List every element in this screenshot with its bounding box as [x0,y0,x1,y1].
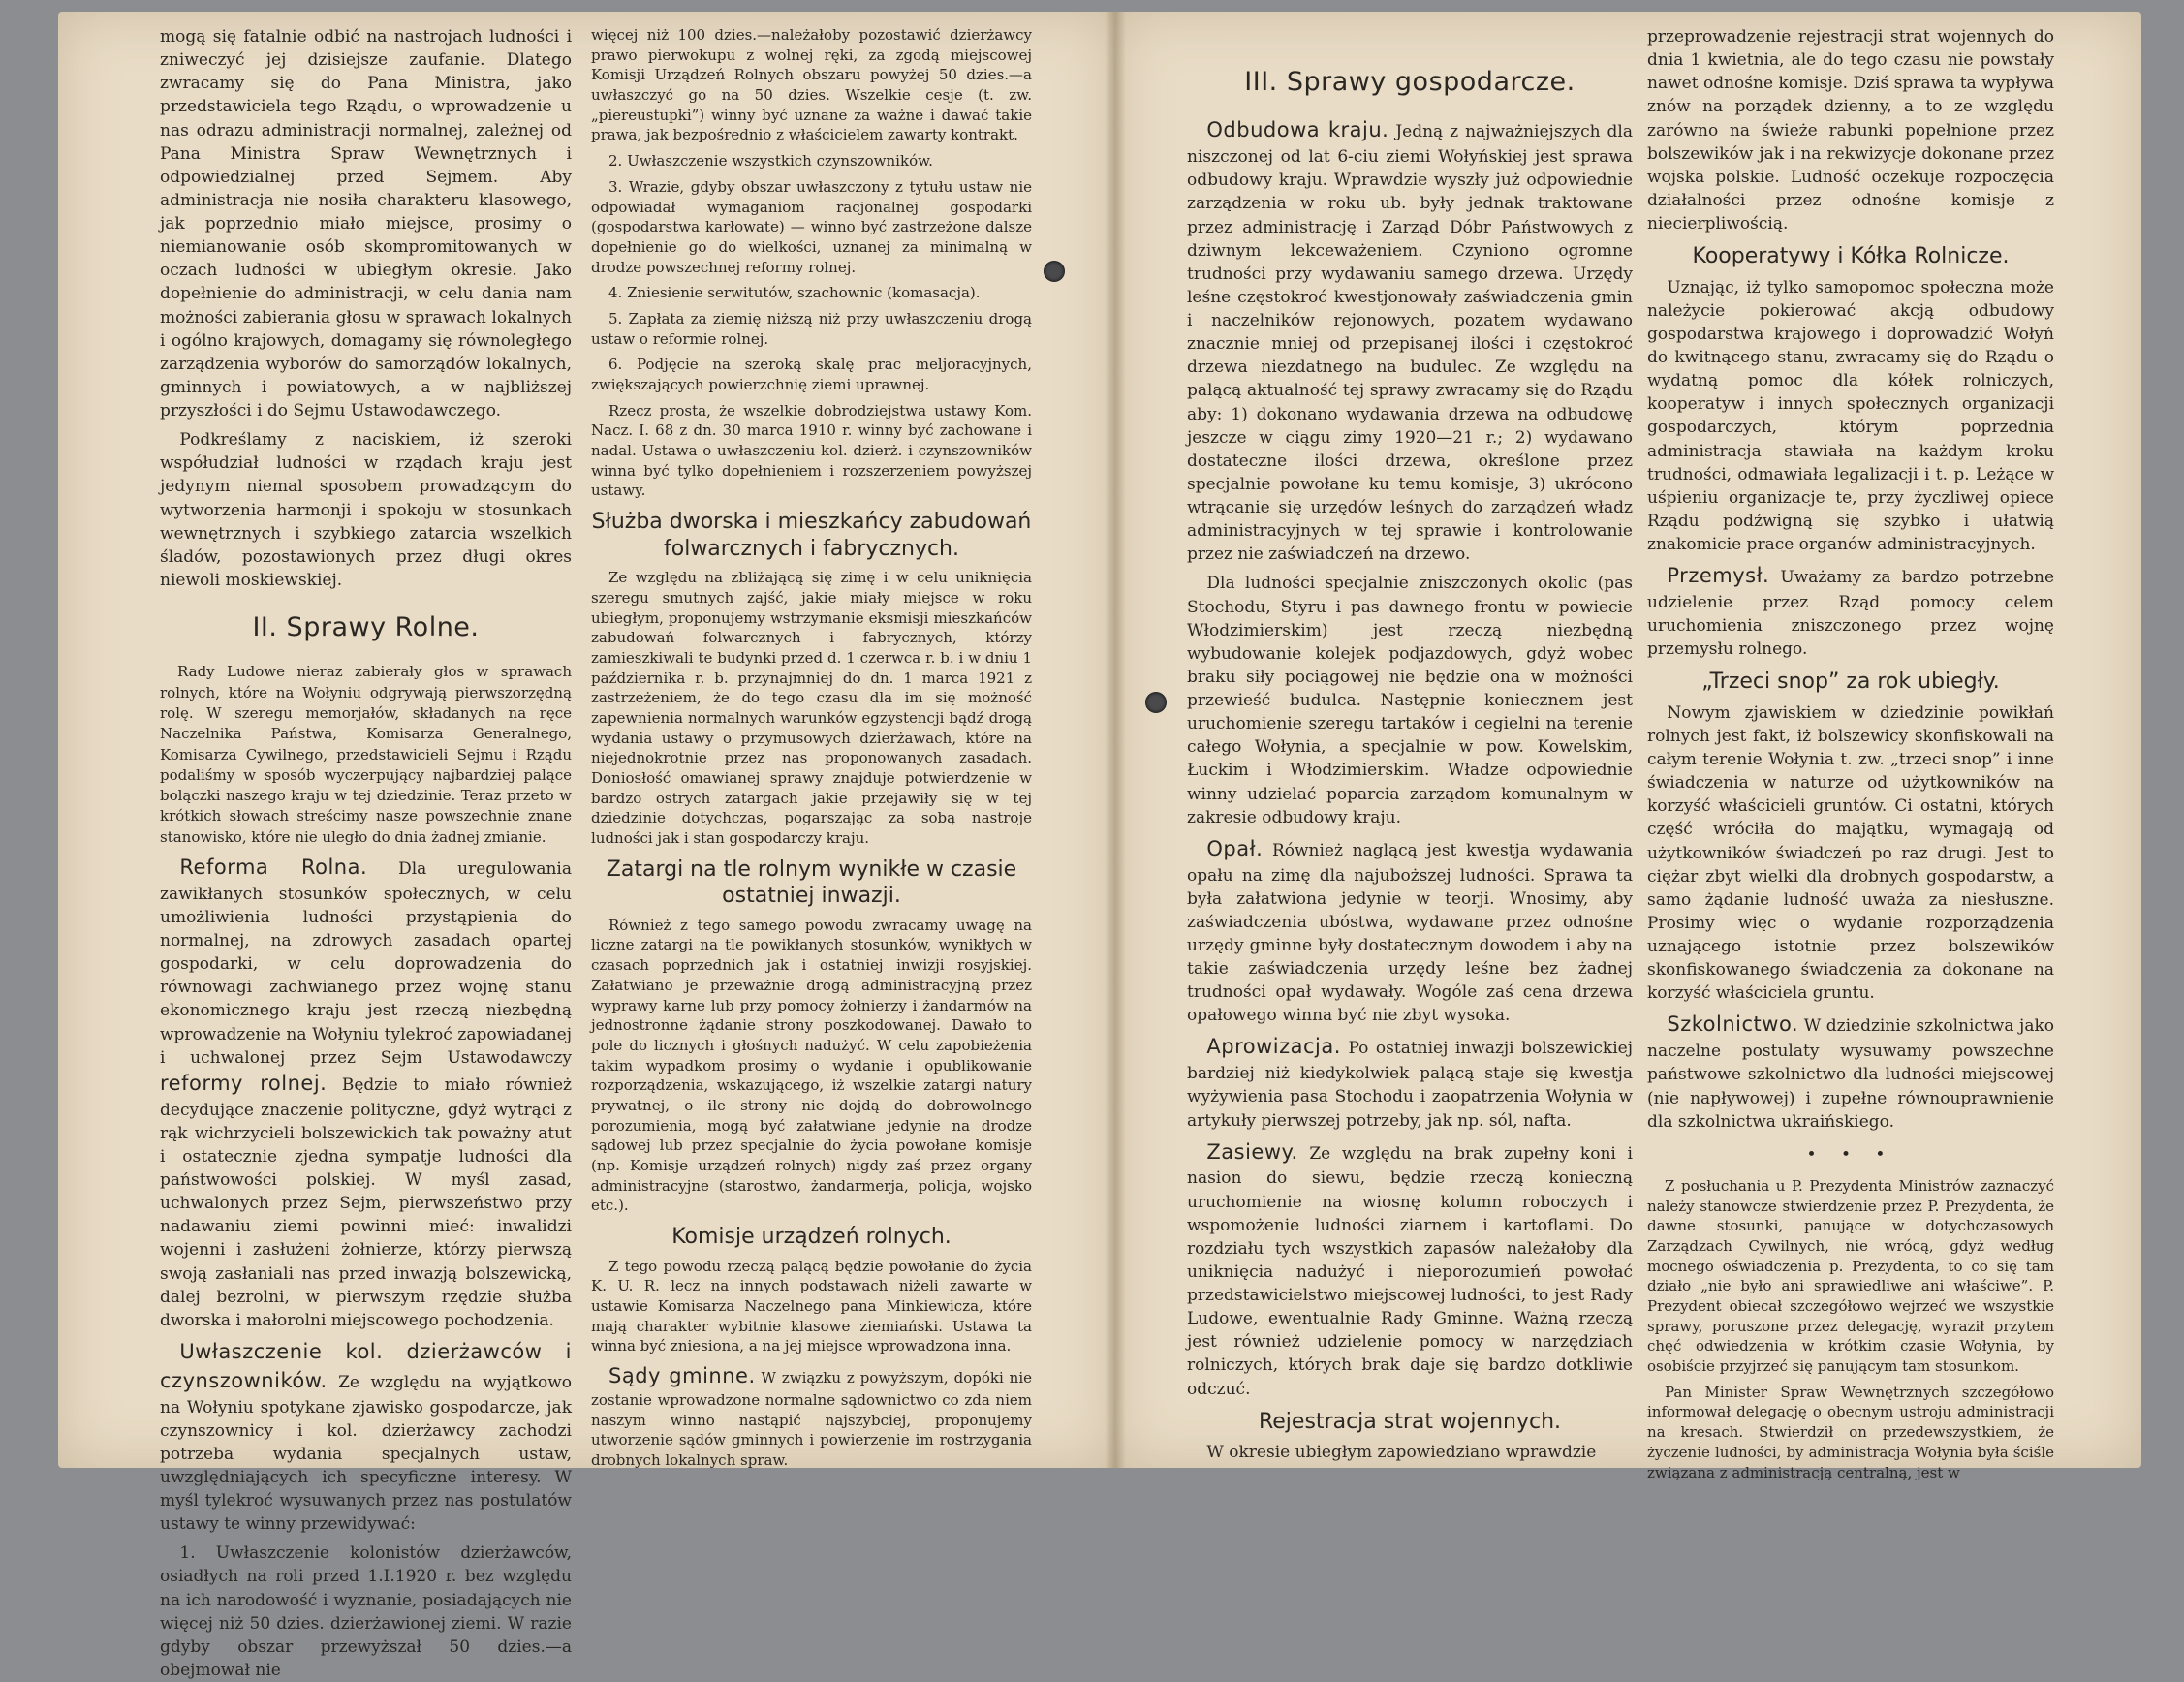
paragraph-text: Będzie to miało również decydujące znaczenie polityczne, gdyż wytrąci z rąk wichrzycieli bolszewickich tak poważny atut i ostatecznie zjedna sympatje ludności dla państwowości polskiej. W myśl zasad, uchwalonych przez Sejm, pierwszeństwo przy nadawaniu ziemi powinni mieć: inwalidzi wojenni i zasłużeni żołnierze, którzy pierwszą swoją zasłaniali nas przed inwazją bolszewicką, dalej bezrolni, w pierwszym rzędzie służba dworska i małorolni miejscowego pochodzenia. [160,1075,573,1330]
separator-dots: • • • [1806,1144,1895,1165]
paragraph-uwlaszczenie [160,1338,572,1536]
section-title-sprawy-gospodarcze: III. Sprawy gospodarcze. [1244,67,1576,97]
paragraph: mogą się fatalnie odbić na nastrojach ludności i zniweczyć jej dzisiejsze zaufanie. Dlatego zwracamy się do Pana Ministra, jako przedstawiciela tego Rządu, o wprowadzenie u nas odrazu administracji normalnej, zależnej od Pana Ministra Spraw Wewnętrznych i odpowiedzialnej przed Sejmem. Aby administracja nie nosiła charakteru klasowego, jak poprzednio miało miejsce, prosimy o niemianowanie osób skompromitowanych w oczach ludności w ubiegłym okresie. Jako dopełnienie do administracji, w celu dania nam możności zabierania głosu w sprawach lokalnych i ogólno krajowych, domagamy się równoległego zarządzenia wyborów do samorządów lokalnych, gminnych i powiatowych, a w najbliższej przyszłości i do Sejmu Ustawodawczego. [160,27,572,420]
paragraph: Rzecz prosta, że wszelkie dobrodziejstwa ustawy Kom. Nacz. I. 68 z dn. 30 marca 1910 r. winny być zachowane i nadal. Ustawa o uwłaszczeniu kol. dzierż. i czynszowników winna być tylko dopełnieniem i rozszerzeniem powyższej ustawy. [591,401,1032,500]
column-2 [591,25,1032,1470]
subheading-trzeci-snop: „Trzeci snop” za rok ubiegły. [1701,670,2000,695]
subheading-uwlaszczenie: Uwłaszczenie kol. dzierżawców i czynszowników. [160,1339,572,1392]
paragraph: Z posłuchania u P. Prezydenta Ministrów zaznaczyć należy stanowcze stwierdzenie przez P. Prezydenta, że dawne stosunki, panujące w dotychczasowych Zarządzach Cywilnych, nie wrócą, gdyż według mocnego oświadczenia p. Prezydenta, to co się tam działo „nie było ani sprawiedliwe ani właściwe”. P. Prezydent obiecał szczegółowo wejrzeć we wszystkie sprawy, poruszone przez delegację, wyraził przytem chęć odwiedzenia w krótkim czasie Wołynia, by osobiście przyjrzeć się panującym tam stosunkom. [1647,1176,2054,1376]
subheading-zatargi: Zatargi na tle rolnym wynikłe w czasie ostatniej inwazji. [606,857,1017,909]
paragraph-text: Dla uregulowania zawikłanych stosunków społecznych, w celu umożliwienia ludności przystąpienia do normalnej, na zdrowych zasadach opartej gospodarki, w celu doprowadzenia do równowagi zachwianego przez wojnę stanu ekonomicznego kraju jest rzeczą niezbędną wprowadzenie na Wołyniu tylekroć zapowiadanej i uchwalonej przez Sejm Ustawodawczy [160,859,573,1068]
paragraph: 4. Zniesienie serwitutów, szachownic (komasacja). [608,284,981,302]
paragraph-text: Uważamy za bardzo potrzebne udzielenie przez Rząd pomocy celem uruchomienia zniszczonego przez wojnę przemysłu rolnego. [1647,568,2055,660]
subheading-aprowizacja: Aprowizacja. [1206,1035,1341,1059]
subheading-odbudowa-kraju: Odbudowa kraju. [1206,118,1389,142]
subheading-reforma-rolna: Reforma Rolna. [179,856,368,879]
paragraph-text: W dziedzinie szkolnictwa jako naczelne postulaty wysuwamy powszechne państwowe szkolnictwo dla ludności miejscowej (nie napływowej) i zupełne równouprawnienie dla szkolnictwa ukraińskiego. [1647,1016,2055,1132]
paragraph-text: W związku z powyższym, dopóki nie zostanie wprowadzone normalne sądownictwo co zda niem naszym winno nastąpić najszybciej, proponujemy utworzenie sądów gminnych i powierzenie im rostrzygania drobnych lokalnych spraw. [591,1369,1032,1470]
subheading-rejestracja: Rejestracja strat wojennych. [1258,1409,1562,1434]
column-3 [1187,25,1634,1463]
paragraph-aprowizacja [1187,1033,1633,1132]
subheading-sady-gminne: Sądy gminne. [608,1364,756,1387]
paragraph: 3. Wrazie, gdyby obszar uwłaszczony z tytułu ustaw nie odpowiadał wymaganiom racjonalnej gospodarki (gospodarstwa karłowate) — winno być zastrzeżone dalsze dopełnienie go do wielkości, uznanej za minimalną w drodze powszechnej reformy rolnej. [591,177,1032,276]
paragraph: 2. Uwłaszczenie wszystkich czynszowników. [608,152,933,171]
subheading-zasiewy: Zasiewy. [1206,1139,1298,1164]
paragraph-text: Ze względu na brak zupełny koni i nasion do siewu, będzie rzeczą konieczną uruchomienie na wiosnę kolumn roboczych i wspomożenie ludności ziarnem i kartoflami. Do rozdziału tych wszystkich zapasów należałoby dla uniknięcia nadużyć i nieporozumień powołać przedstawicielstwo miejscowej ludności, to jest Rady Ludowe, ewentualnie Rady Gminne. Ważną rzeczą jest również udzielenie pomocy w narzędziach rolniczych, których brak daje się bardzo dotkliwie odczuć. [1187,1143,1633,1399]
binding-hole-top [1044,261,1065,282]
section-title-sprawy-rolne: II. Sprawy Rolne. [252,612,480,642]
paragraph-text: Po ostatniej inwazji bolszewickiej bardziej niż kiedykolwiek palącą staje się kwestja wyżywienia pasa Stochodu i zaopatrzenia Wołynia w artykuły pierwszej potrzeby, jak np. sól, nafta. [1187,1039,1633,1131]
binding-hole-bottom [1145,692,1167,713]
paragraph: 1. Uwłaszczenie kolonistów dzierżawców, osiadłych na roli przed 1.I.1920 r. bez względu na ich narodowość i wyznanie, posiadających nie więcej niż 50 dzies. dzierżawionej ziemi. W razie gdyby obszar przewyższał 50 dzies.—a obejmował nie [160,1543,572,1680]
subheading-opal: Opał. [1206,836,1264,860]
column-4 [1647,25,2055,1481]
column-1 [160,25,573,1680]
paragraph: Z tego powodu rzeczą palącą będzie powołanie do życia K. U. R. lecz na innych podstawach niżeli zawarte w ustawie Komisarza Naczelnego pana Minkiewicza, które mają charakter wybitnie klasowe ziemiański. Ustawa ta winna być zniesiona, a na jej miejsce wprowadzona inna. [591,1257,1032,1355]
subheading-szkolnictwo: Szkolnictwo. [1667,1012,1799,1037]
paragraph-przemysl [1647,562,2054,661]
subheading-sluzba-dworska: Służba dworska i mieszkańcy zabudowań folwarcznych i fabrycznych. [591,510,1032,561]
paragraph: Nowym zjawiskiem w dziedzinie powikłań rolnych jest fakt, iż bolszewicy skonfiskowali na całym terenie Wołynia t. zw. „trzeci snop” i inne świadczenia w naturze od użytkowników na korzyść właścicieli gruntów. Ci ostatni, których część wróciła do majątku, wymagają od użytkowników świadczeń po raz drugi. Jest to ciężar zbyt wielki dla drobnych gospodarstw, a samo żądanie ludność uważa za niesłuszne. Prosimy więc o wydanie rozporządzenia uznającego istotnie przez bolszewików skonfiskowanego świadczenia za dokonane na korzyść właściciela gruntu. [1647,702,2054,1004]
paragraph-reforma [160,854,572,1332]
paragraph: Również z tego samego powodu zwracamy uwagę na liczne zatargi na tle powikłanych stosunków, wynikłych w czasach poprzednich jak i ostatniej inwizji rosyjskiej. Załatwiano je przeważnie drogą administracyjną przez wyprawy karne lub przy pomocy żołnierzy i żandarmów na jednostronne żądanie strony poszkodowanej. Dawało to pole do licznych i głośnych nadużyć. W celu zapobieżenia takim wypadkom prosimy o wydanie i opublikowanie rozporządzenia, wskazującego, iż wszelkie zatargi natury prywatnej, o ile strony nie dojdą do dobrowolnego porozumienia, mogą być załatwiane jedynie na drodze sądowej lub przez specjalnie do życia powołane komisje (np. Komisje urządzeń rolnych) nigdy zaś przez organy administracyjne (starostwo, żandarmerja, policja, wojsko etc.). [591,916,1032,1215]
paragraph: Ze względu na zbliżającą się zimę i w celu uniknięcia szeregu smutnych zajść, jakie miały miejsce w roku ubiegłym, proponujemy wstrzymanie eksmisji mieszkańców zabudowań folwarcznych i fabrycznych, którzy zamieszkiwali te budynki przed d. 1 czerwca r. b. i w dniu 1 października r. b. przynajmniej do dn. 1 marca 1921 z zastrzeżeniem, że do tego czasu dla im się możność zapewnienia normalnych warunków egzystencji bądź drogą wydania ustawy o przymusowych dzierżawach, które na niejednokrotnie przez nas proponowanych zasadach. Doniosłość omawianej sprawy znajduje potwierdzenie w bardzo ostrych zatargach jakie przejawiły się w tej dziedzinie dotychczas, pogarszając za sobą nastroje ludności jak i stan gospodarczy kraju. [591,569,1032,848]
paragraph-odbudowa [1187,116,1633,566]
paragraph-text: Jedną z najważniejszych dla niszczonej od lat 6-ciu ziemi Wołyńskiej jest sprawa odbudowy kraju. Wprawdzie wyszły już odpowiednie zarządzenia w roku ub. były jednak traktowane przez administrację i Zarząd Dóbr Państwowych z dziwnym lekceważeniem. Czyniono ogromne trudności przy wydawaniu samego drzewa. Urzędy leśne częstokroć kwestjonowały zaświadczenia gmin i naczelników rejonowych, pozatem wydawano znacznie mniej od przepisanej ilości i częstokroć drzewa niezdatnego na budulec. Ze względu na palącą aktualność tej sprawy zwracamy się do Rządu aby: 1) dokonano wydawania drzewa na odbudowę jeszcze w ciągu zimy 1920—21 r.; 2) wydawano dostateczne ilości drzewa, określone przez specjalnie powołane ku temu komisje, 3) ukrócono wtrącanie się urzędów leśnych do zarządzeń władz administracyjnych w tej sprawie i kontrolowanie przez nie zaświadczeń na drzewo. [1187,122,1634,565]
paragraph: Dla ludności specjalnie zniszczonych okolic (pas Stochodu, Styru i pas dawnego frontu w powiecie Włodzimierskim) jest rzeczą niezbędną wybudowanie kolejek podjazdowych, gdyż wobec braku siły pociągowej nie będzie ona w możności przewieść budulca. Następnie koniecznem jest uruchomienie szeregu tartaków i cegielni na terenie całego Wołynia, a specjalnie w pow. Kowelskim, Łuckim i Włodzimierskim. Władze odpowiednie winny udzielać poparcia zarządom komunalnym w zakresie odbudowy kraju. [1187,574,1633,827]
paragraph-szkolnictwo [1647,1011,2054,1133]
subheading-reformy-rolnej: reformy rolnej. [160,1071,328,1095]
page-fold [1105,12,1126,1468]
paragraph-text: Ze względu na wyjątkowo na Wołyniu spotykane zjawisko gospodarcze, jak czynszownicy i kol. dzierżawcy zachodzi potrzeba wydania specjalnych ustaw, uwzględniających ich specyficzne interesy. W myśl tylekroć wysuwanych przez nas postulatów ustawy te winny przewidywać: [160,1372,572,1535]
paragraph: przeprowadzenie rejestracji strat wojennych do dnia 1 kwietnia, ale do tego czasu nie powstały nawet odnośne komisje. Dziś sprawa ta wypływa znów na porządek dzienny, a to ze względu zarówno na świeże rabunki popełnione przez bolszewików jak i na rekwizycje dokonane przez wojska polskie. Ludność oczekuje rozpoczęcia działalności przez odnośne komisje z niecierpliwością. [1647,27,2054,234]
paragraph-zasiewy [1187,1138,1633,1401]
paragraph: więcej niż 100 dzies.—należałoby pozostawić dzierżawcy prawo pierwokupu z wolnej ręki, za zgodą miejscowej Komisji Urządzeń Rolnych obszaru powyżej 50 dzies.—a uwłaszczyć go na 50 dzies. Wszelkie cesje (t. zw. „piereustupki”) winny być uznane za ważne i dawać takie prawa, jak bezpośrednio z właścicielem zawarty kontrakt. [591,26,1032,144]
paragraph: Pan Minister Spraw Wewnętrznych szczegółowo informował delegację o obecnym ustroju administracji na kresach. Stwierdził on przedewszystkiem, że życzenie ludności, by administracja Wołynia była ściśle związana z administracją centralną, jest w [1647,1383,2054,1481]
subheading-przemysl: Przemysł. [1667,564,1770,588]
paragraph: 5. Zapłata za ziemię niższą niż przy uwłaszczeniu drogą ustaw o reformie rolnej. [591,309,1032,348]
paragraph-sady [591,1362,1032,1471]
paragraph: Podkreślamy z naciskiem, iż szeroki współudział ludności w rządach kraju jest jedynym niemal sposobem prowadzącym do wytworzenia harmonji i spokoju w stosunkach wewnętrznych i szybkiego zatarcia wszelkich śladów, pozostawionych przez długi okres niewoli moskiewskiej. [160,430,572,590]
paragraph: Rady Ludowe nieraz zabierały głos w sprawach rolnych, które na Wołyniu odgrywają pierwszorzędną rolę. W szeregu memorjałów, składanych na ręce Naczelnika Państwa, Komisarza Generalnego, Komisarza Cywilnego, przedstawicieli Sejmu i Rządu podaliśmy w sposób wyczerpujący najbardziej palące bolączki naszego kraju w tej dziedzinie. Teraz przeto w krótkich słowach streścimy nasze powszechnie znane stanowisko, które nie uległo do dnia żadnej zmianie. [160,663,572,846]
paragraph: 6. Podjęcie na szeroką skalę prac meljoracyjnych, zwiększających powierzchnię ziemi uprawnej. [591,356,1032,393]
paragraph-text: Również naglącą jest kwestja wydawania opału na zimę dla najuboższej ludności. Sprawa ta była załatwiona jedynie w teorji. Wnosimy, aby zaświadczenia ubóstwa, wydawane przez odnośne urzędy gminne były dostatecznym dowodem i aby na takie zaświadczenia urzędy leśne bez żadnej trudności opał wydawały. Wogóle zaś cena drzewa opałowego winna być nie zbyt wysoka. [1187,840,1633,1026]
paragraph-opal [1187,835,1633,1028]
paragraph: Uznając, iż tylko samopomoc społeczna może należycie pokierować akcją odbudowy gospodarstwa krajowego i doprowadzić Wołyń do kwitnącego stanu, zwracamy się do Rządu o wydatną pomoc dla kółek rolniczych, kooperatyw i innych społecznych organizacji gospodarczych, którym poprzednia administracja stawiała na każdym kroku trudności, odmawiała legalizacji i t. p. Leżące w uśpieniu organizacje te, przy życzliwej opiece Rządu podźwigną się szybko i ułatwią znakomicie prace organów administracyjnych. [1647,277,2054,554]
subheading-komisje: Komisje urządzeń rolnych. [671,1225,952,1250]
subheading-kooperatywy: Kooperatywy i Kółka Rolnicze. [1692,244,2010,269]
paragraph: W okresie ubiegłym zapowiedziano wprawdzie [1206,1443,1597,1463]
